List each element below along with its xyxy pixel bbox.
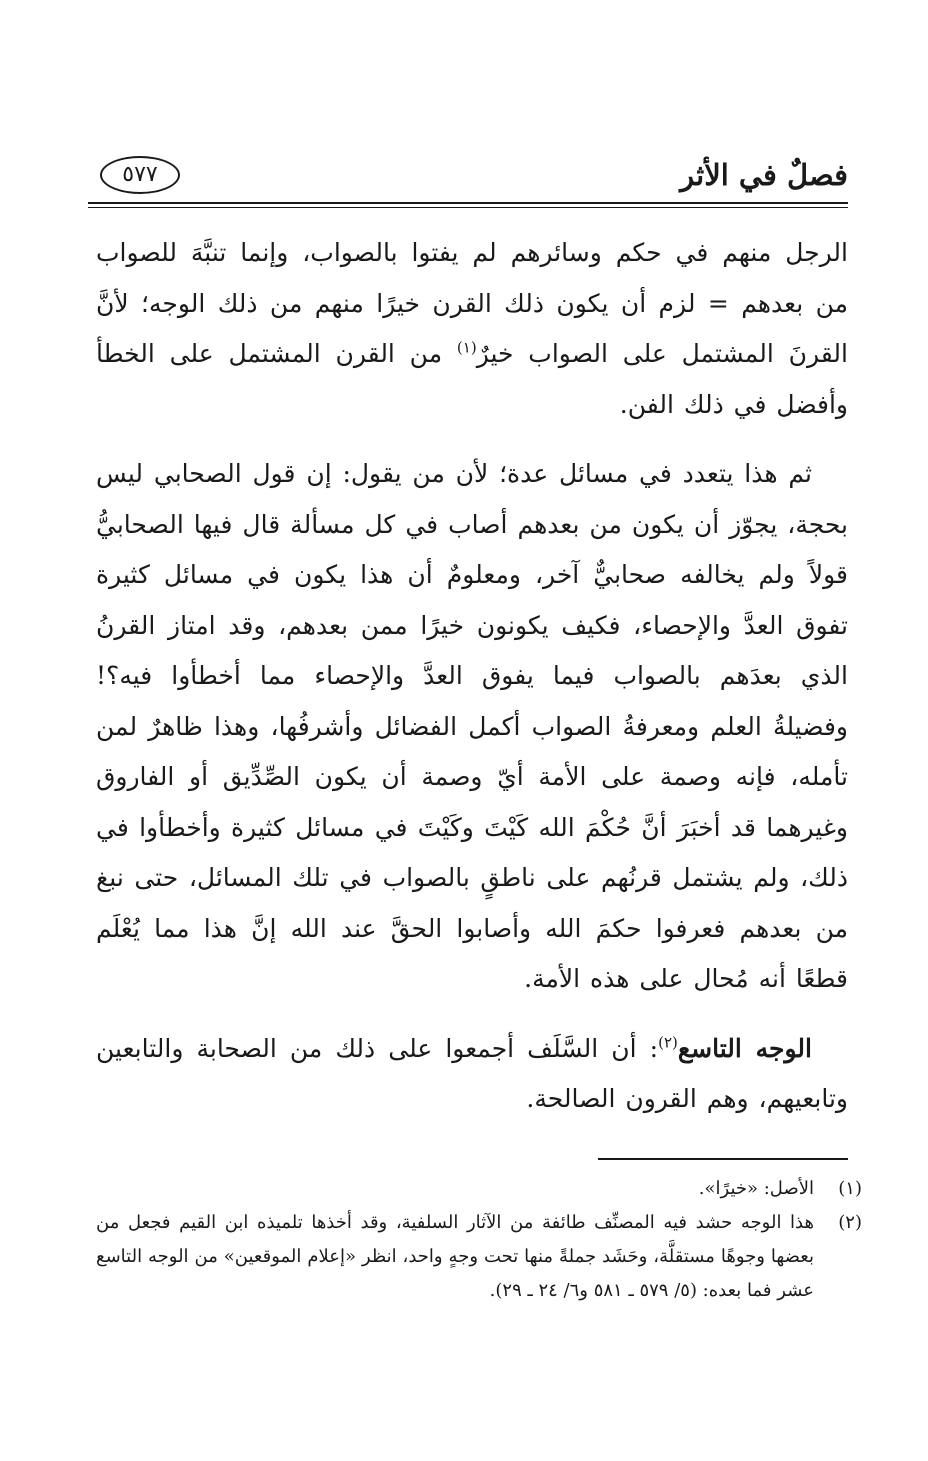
running-title: فصلٌ في الأثر xyxy=(680,158,848,192)
paragraph-2: ثم هذا يتعدد في مسائل عدة؛ لأن من يقول: إن قول الصحابي ليس بحجة، يجوّز أن يكون من بعدهم أصاب في كل مسألة قال فيها الصحابيُّ قولاً ولم يخالفه صحابيٌّ آخر، ومعلومٌ أن هذا يكون في مسائل كثيرة تفوق العدَّ والإحصاء، فكيف يكونون خيرًا ممن بعدهم، وقد امتاز القرنُ الذي بعدَهم بالصواب فيما يفوق العدَّ والإحصاء مما أخطأوا فيه؟! وفضيلةُ العلم ومعرفةُ الصواب أكمل الفضائل وأشرفُها، وهذا ظاهرٌ لمن تأمله، فإنه وصمة على الأمة أيّ وصمة أن يكون الصِّدِّيق أو الفاروق وغيرهما قد أخبَرَ أنَّ حُكْمَ الله كَيْتَ وكَيْتَ في مسائل كثيرة وأخطأوا في ذلك، ولم يشتمل قرنُهم على ناطقٍ بالصواب في تلك المسائل، حتى نبغ من بعدهم فعرفوا حكمَ الله وأصابوا الحقَّ عند الله إنَّ هذا مما يُعْلَم قطعًا أنه مُحال على هذه الأمة. xyxy=(96,459,848,993)
page-header xyxy=(88,150,848,210)
header-rule xyxy=(88,202,848,208)
footnote-text: الأصل: «خيرًا». xyxy=(698,1178,814,1199)
footnote-ref-1: (١) xyxy=(456,338,477,357)
footnote-ref-2: (٢) xyxy=(658,1033,678,1052)
section-lead: الوجه التاسع xyxy=(677,1033,812,1063)
page-number: ٥٧٧ xyxy=(100,156,180,194)
paragraph-1-tail: من القرن المشتمل على الخطأ وأفضل في ذلك الفن. xyxy=(96,339,848,419)
paragraph-3-text: : أن السَّلَف أجمعوا على ذلك من الصحابة والتابعين وتابعيهم، وهم القرون الصالحة. xyxy=(96,1033,848,1113)
footnote-number: (٢) xyxy=(838,1212,862,1233)
footnote-2 xyxy=(96,1206,862,1308)
footnote-rule xyxy=(598,1158,848,1160)
paragraph-1 xyxy=(96,228,848,430)
footnote-number: (١) xyxy=(838,1178,862,1199)
footnote-text: هذا الوجه حشد فيه المصنِّف طائفة من الآثار السلفية، وقد أخذها تلميذه ابن القيم فجعل من بعضها وجوهًا مستقلَّة، وحَشَد جملةً منها تحت وجهٍ واحد، انظر «إعلام الموقعين» من الوجه التاسع عشر فما بعده: (٥/ ٥٧٩ ـ ٥٨١ و٦/ ٢٤ ـ ٢٩). xyxy=(96,1212,814,1301)
paragraph-1-text: الرجل منهم في حكم وسائرهم لم يفتوا بالصواب، وإنما تنبَّهَ للصواب من بعدهم = لزم أن يكون ذلك القرن خيرًا منهم من ذلك الوجه؛ لأنَّ القرنَ المشتمل على الصواب خيرٌ xyxy=(96,238,848,368)
footnote-1 xyxy=(96,1172,862,1206)
body-text xyxy=(96,228,848,1125)
footnotes xyxy=(96,1172,862,1308)
paragraph-3 xyxy=(96,1024,848,1125)
